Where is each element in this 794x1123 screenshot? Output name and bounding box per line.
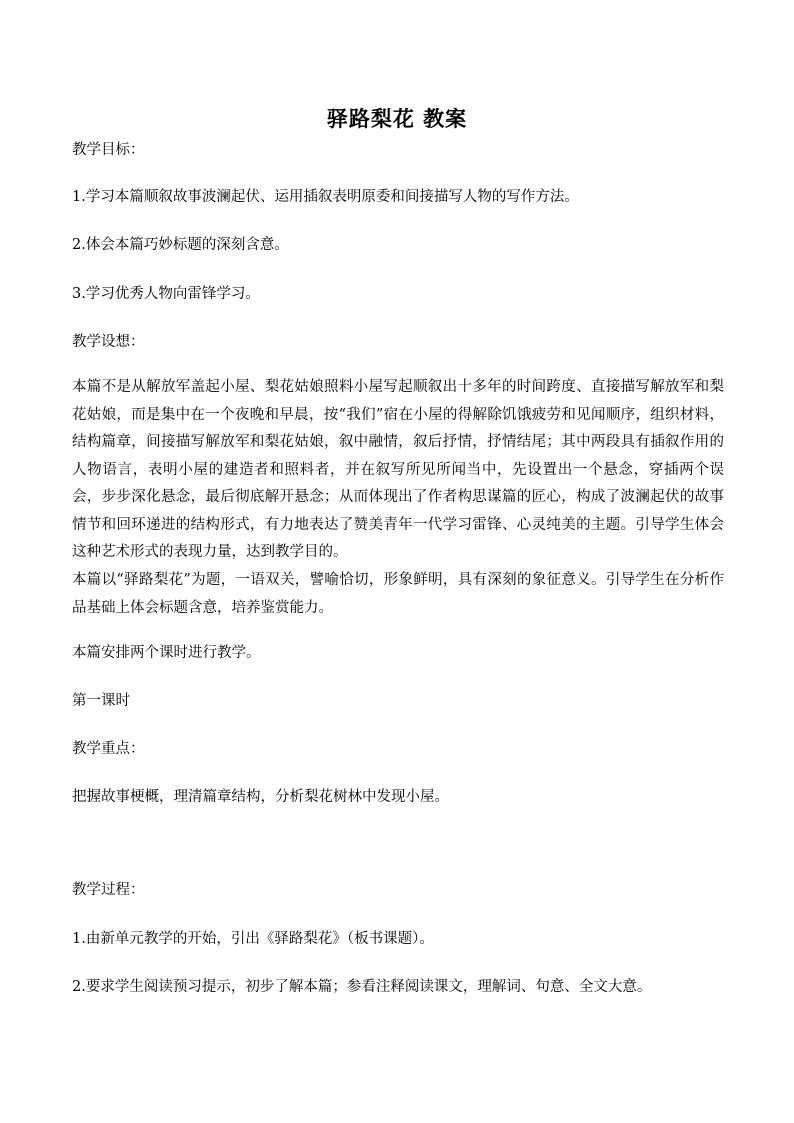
process-heading: 教学过程： [72, 882, 145, 898]
design-paragraph-2: 本篇以“驿路梨花”为题，一语双关，譬喻恰切，形象鲜明，具有深刻的象征意义。引导学生在分析作品基础上体会标题含意，培养鉴赏能力。 [72, 572, 724, 616]
document-title: 驿路梨花 教案 [326, 107, 468, 131]
design-paragraph-3: 本篇安排两个课时进行教学。 [72, 645, 261, 661]
teaching-goals-heading: 教学目标： [72, 142, 145, 158]
process-step-2: 2.要求学生阅读预习提示，初步了解本篇；参看注释阅读课文，理解词、句意、全文大意。 [72, 979, 652, 995]
lesson-1-heading: 第一课时 [72, 693, 130, 709]
design-paragraph-1: 本篇不是从解放军盖起小屋、梨花姑娘照料小屋写起顺叙出十多年的时间跨度、直接描写解放军和梨花姑娘，而是集中在一个夜晚和早晨，按“我们”宿在小屋的得解除饥饿疲劳和见闻顺序，组织材料，结构篇章，间接描写解放军和梨花姑娘，叙中融情，叙后抒情，抒情结尾；其中两段具有插叙作用的人物语言，表明小屋的建造者和照料者，并在叙写所见所闻当中，先设置出一个悬念，穿插两个误会，步步深化悬念，最后彻底解开悬念；从而体现出了作者构思谋篇的匠心，构成了波澜起伏的故事情节和回环递进的结构形式，有力地表达了赞美青年一代学习雷锋、心灵纯美的主题。引导学生体会这种艺术形式的表现力量，达到教学目的。 [72, 379, 724, 560]
focus-text: 把握故事梗概，理清篇章结构，分析梨花树林中发现小屋。 [72, 789, 449, 805]
goal-item-1: 1.学习本篇顺叙故事波澜起伏、运用插叙表明原委和间接描写人物的写作方法。 [72, 189, 579, 205]
goal-item-3: 3.学习优秀人物向雷锋学习。 [72, 286, 260, 302]
focus-heading: 教学重点： [72, 741, 145, 757]
goal-item-2: 2.体会本篇巧妙标题的深刻含意。 [72, 237, 289, 253]
teaching-design-heading: 教学设想： [72, 334, 145, 350]
process-step-1: 1.由新单元教学的开始，引出《驿路梨花》（板书课题）。 [72, 931, 434, 947]
